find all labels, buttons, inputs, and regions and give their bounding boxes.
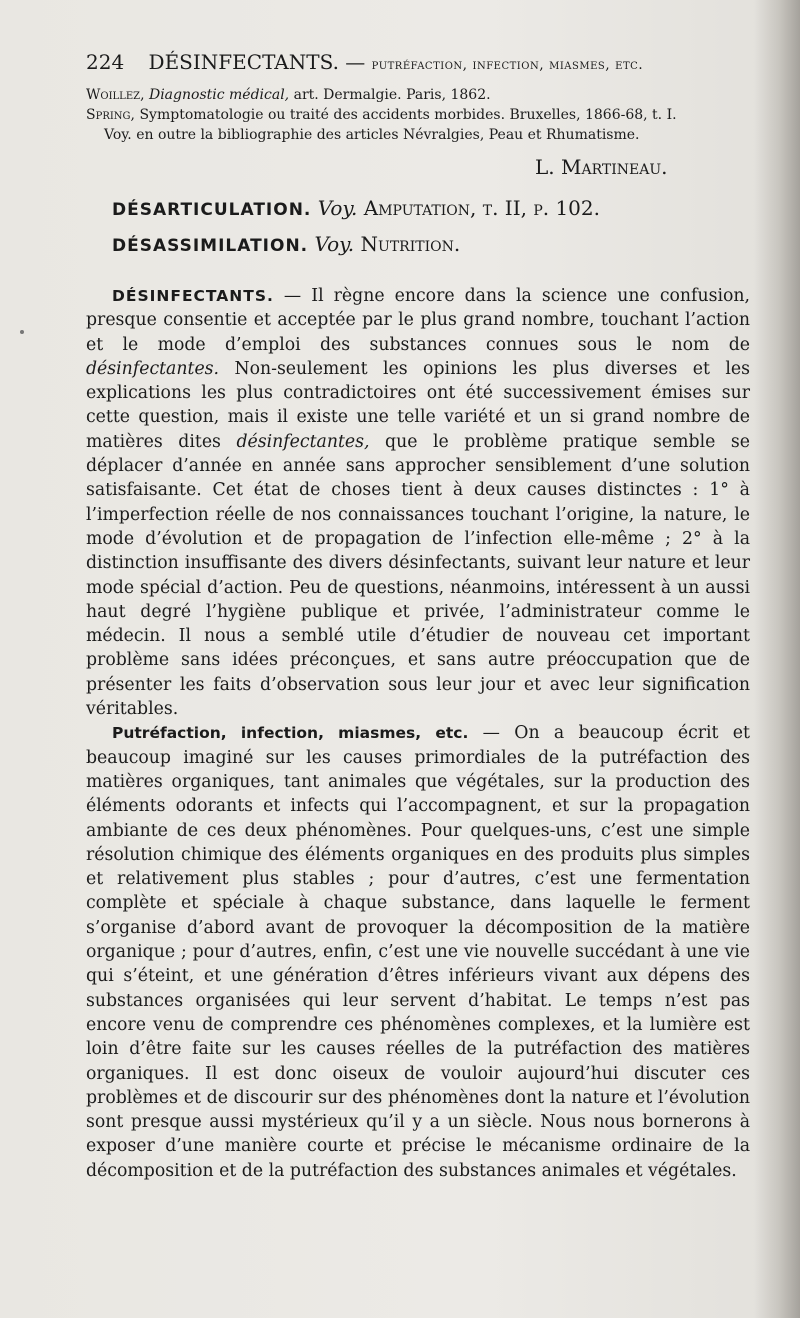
article-body [86,284,750,1183]
reference-spring [86,105,696,125]
reference-author: Woillez, [86,87,145,103]
entry-headword: DÉSARTICULATION. [112,200,312,220]
page-number: 224 [86,50,125,74]
article-paragraph-1: DÉSINFECTANTS. — Il règne encore dans la science une confusion, presque consentie et acceptée par le plus grand nombre, touchant l’action et le mode d’emploi des substances connues sous le nom de désinfectantes. Non-seulement les opinions les plus diverses et les explications les plus contradictoires ont été successivement émises sur cette question, mais il existe une telle variété et un si grand nombre de matières dites désinfectantes, que le problème pratique semble se déplacer d’année en année sans approcher sensiblement d’une solution satisfaisante. Cet état de choses tient à deux causes distinctes : 1° à l’imperfection réelle de nos connaissances touchant l’origine, la nature, le mode d’évolution et de propagation de l’infection elle-même ; 2° à la distinction insuffisante des divers désinfectants, suivant leur nature et leur mode spécial d’action. Peu de questions, néanmoins, intéressent à un aussi haut degré l’hygiène publique et privée, l’administrateur comme le médecin. Il nous a semblé utile d’étudier de nouveau cet important problème sans idées préconçues, et sans autre préoccupation que de présenter les faits d’observation sous leur jour et avec leur signification véritables. [86,286,750,720]
entry-voy: Voy. [314,232,355,256]
entry-headword: DÉSASSIMILATION. [112,236,309,256]
page-edge-shadow [754,0,800,1318]
article-headword: DÉSINFECTANTS. [112,287,274,305]
running-head-dash: — [345,50,366,74]
entry-voy: Voy. [317,196,358,220]
reference-woillez [86,85,696,105]
running-head-section: putréfaction, infection, miasmes, etc. [371,57,644,73]
running-head [86,50,686,74]
reference-title: Diagnostic médical, [148,87,290,103]
author-signature: L. Martineau. [535,155,668,179]
reference-details: art. Dermalgie. Paris, 1862. [289,87,491,103]
ink-speck [20,330,24,334]
reference-details: Symptomatologie ou traité des accidents morbides. Bruxelles, 1866-68, t. I. [135,107,677,123]
entry-cross-reference: Nutrition. [360,232,461,256]
bibliography [86,85,696,145]
entry-desassimilation [112,232,460,256]
article-paragraph-2: Putréfaction, infection, miasmes, etc. — On a beaucoup écrit et beaucoup imaginé sur les causes primordiales de la putréfaction des matières organiques, tant animales que végétales, sur la production des éléments odorants et infects qui l’accompagnent, et sur la propagation ambiante de ces deux phénomènes. Pour quelques-uns, c’est une simple résolution chimique des éléments organiques en des produits plus simples et relativement plus stables ; pour d’autres, c’est une fermentation complète et spéciale à chaque substance, dans laquelle le ferment s’organise d’abord avant de provoquer la décomposition de la matière organique ; pour d’autres, enfin, c’est une vie nouvelle succédant à une vie qui s’éteint, et une génération d’êtres inférieurs vivant aux dépens des substances organisées qui leur servent d’habitat. Le temps n’est pas encore venu de comprendre ces phénomènes complexes, et la lumière est loin d’être faite sur les causes réelles de la putréfaction des matières organiques. Il est donc oiseux de vouloir aujourd’hui discuter ces problèmes et de discourir sur des phénomènes dont la nature et l’évolution sont presque aussi mystérieux qu’il y a un siècle. Nous nous bornerons à exposer d’une manière courte et précise le mécanisme ordinaire de la décomposition et de la putréfaction des substances animales et végétales. [86,723,750,1181]
entry-cross-reference: Amputation, t. II, p. 102. [363,196,600,220]
reference-see-also: Voy. en outre la bibliographie des articles Névralgies, Peau et Rhumatisme. [104,127,640,143]
reference-author: Spring, [86,107,135,123]
entry-desarticulation [112,196,600,220]
section-subheading: Putréfaction, infection, miasmes, etc. [112,724,469,743]
running-head-title: DÉSINFECTANTS. [148,50,339,74]
